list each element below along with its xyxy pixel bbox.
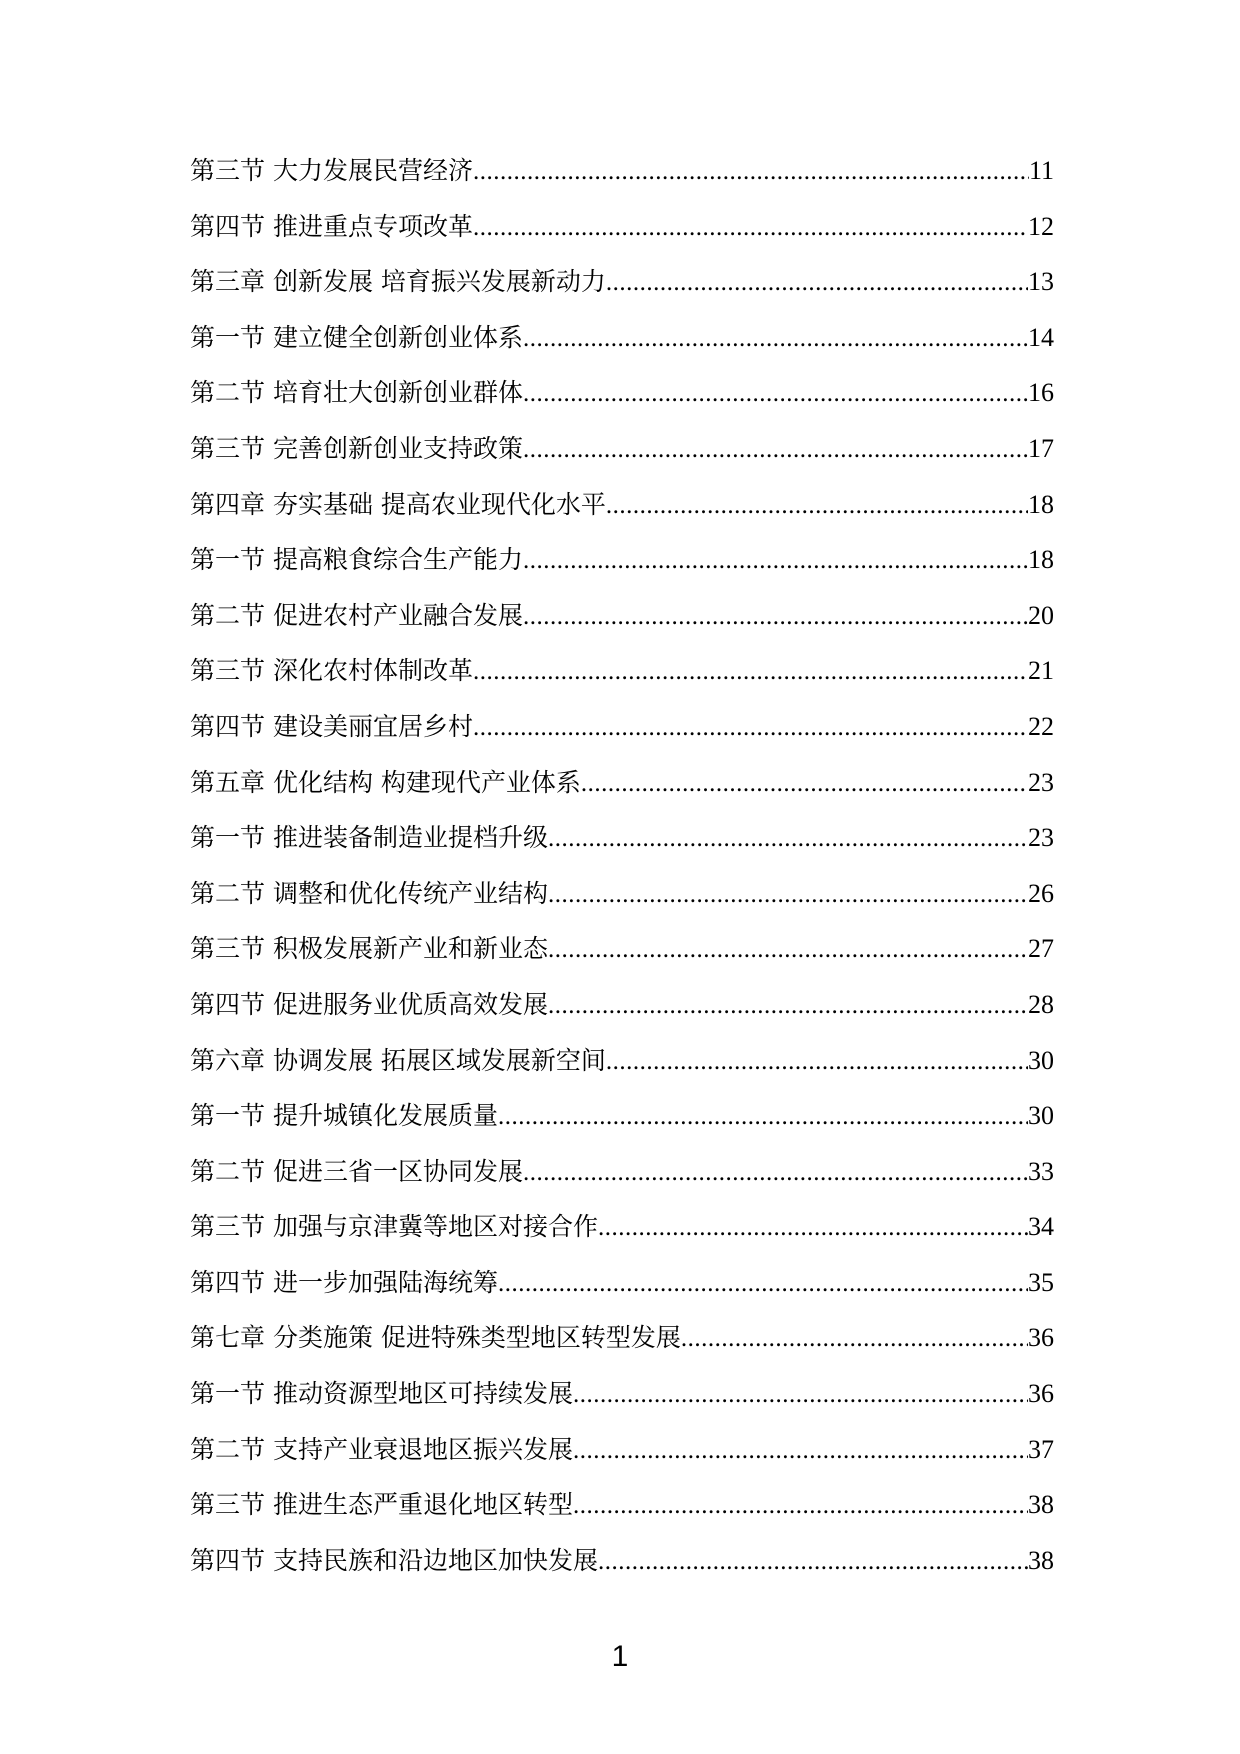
toc-entry[interactable] (190, 321, 1054, 377)
toc-dot-leader (548, 878, 1028, 912)
toc-entry-page: 22 (1028, 711, 1054, 741)
toc-entry-title: 第三节 深化农村体制改革 (190, 656, 473, 686)
toc-dot-leader (523, 544, 1028, 578)
toc-dot-leader (473, 655, 1028, 689)
toc-entry-title: 第四章 夯实基础 提高农业现代化水平 (190, 489, 606, 519)
toc-entry-page: 37 (1028, 1434, 1054, 1464)
toc-entry[interactable] (190, 932, 1054, 988)
page-number: 1 (611, 1640, 629, 1673)
toc-entry[interactable] (190, 1099, 1054, 1155)
toc-entry[interactable] (190, 988, 1054, 1044)
toc-entry[interactable] (190, 710, 1054, 766)
toc-entry[interactable] (190, 432, 1054, 488)
toc-dot-leader (606, 489, 1028, 523)
toc-dot-leader (548, 989, 1028, 1023)
toc-entry-page: 20 (1028, 600, 1054, 630)
toc-entry[interactable] (190, 154, 1054, 210)
toc-entry[interactable] (190, 376, 1054, 432)
toc-entry-page: 21 (1028, 656, 1054, 686)
table-of-contents (190, 154, 1054, 1599)
toc-dot-leader (573, 1489, 1028, 1523)
toc-entry-page: 17 (1028, 433, 1054, 463)
toc-dot-leader (523, 322, 1028, 356)
toc-entry-title: 第一节 提高粮食综合生产能力 (190, 545, 523, 575)
toc-entry-title: 第五章 优化结构 构建现代产业体系 (190, 767, 581, 797)
toc-dot-leader (581, 767, 1028, 801)
toc-entry-title: 第四节 进一步加强陆海统筹 (190, 1267, 498, 1297)
toc-entry-title: 第一节 推动资源型地区可持续发展 (190, 1379, 573, 1409)
toc-dot-leader (523, 433, 1028, 467)
toc-entry[interactable] (190, 599, 1054, 655)
toc-entry[interactable] (190, 488, 1054, 544)
toc-entry-title: 第四节 促进服务业优质高效发展 (190, 989, 548, 1019)
toc-entry[interactable] (190, 265, 1054, 321)
toc-entry-page: 30 (1028, 1101, 1054, 1131)
toc-entry-page: 38 (1028, 1545, 1054, 1575)
toc-dot-leader (473, 711, 1028, 745)
toc-entry-title: 第一节 建立健全创新创业体系 (190, 322, 523, 352)
toc-entry-title: 第三节 大力发展民营经济 (190, 156, 473, 185)
toc-entry-page: 14 (1028, 322, 1054, 352)
toc-entry-title: 第三节 推进生态严重退化地区转型 (190, 1490, 573, 1520)
toc-entry-title: 第三节 完善创新创业支持政策 (190, 433, 523, 463)
toc-dot-leader (606, 266, 1028, 300)
toc-entry-page: 26 (1028, 878, 1054, 908)
toc-entry-page: 23 (1028, 767, 1054, 797)
toc-entry-page: 34 (1028, 1212, 1054, 1242)
toc-dot-leader (598, 1545, 1028, 1579)
toc-dot-leader (573, 1378, 1028, 1412)
toc-dot-leader (681, 1322, 1028, 1356)
toc-entry[interactable] (190, 1433, 1054, 1489)
toc-entry-page: 36 (1028, 1323, 1054, 1353)
toc-entry-title: 第二节 调整和优化传统产业结构 (190, 878, 548, 908)
toc-dot-leader (473, 155, 1029, 189)
toc-dot-leader (523, 377, 1028, 411)
toc-entry-page: 13 (1028, 267, 1054, 297)
toc-entry-title: 第四节 支持民族和沿边地区加快发展 (190, 1545, 598, 1575)
toc-entry-title: 第一节 提升城镇化发展质量 (190, 1101, 498, 1131)
toc-entry[interactable] (190, 1544, 1054, 1600)
toc-entry-page: 16 (1028, 378, 1054, 408)
toc-entry-page: 23 (1028, 823, 1054, 853)
toc-entry-page: 11 (1028, 156, 1054, 185)
toc-entry-title: 第二节 培育壮大创新创业群体 (190, 378, 523, 408)
toc-entry-page: 30 (1028, 1045, 1054, 1075)
toc-entry-page: 36 (1028, 1379, 1054, 1409)
toc-entry-page: 18 (1028, 545, 1054, 575)
toc-dot-leader (523, 1156, 1028, 1190)
toc-entry-title: 第七章 分类施策 促进特殊类型地区转型发展 (190, 1323, 681, 1353)
toc-entry[interactable] (190, 1321, 1054, 1377)
toc-entry-page: 12 (1028, 211, 1054, 241)
toc-entry-page: 33 (1028, 1156, 1054, 1186)
toc-entry-title: 第二节 支持产业衰退地区振兴发展 (190, 1434, 573, 1464)
toc-entry[interactable] (190, 1488, 1054, 1544)
toc-entry-title: 第四节 建设美丽宜居乡村 (190, 711, 473, 741)
toc-entry-page: 35 (1028, 1267, 1054, 1297)
toc-entry-title: 第三章 创新发展 培育振兴发展新动力 (190, 267, 606, 297)
toc-dot-leader (498, 1267, 1028, 1301)
toc-dot-leader (573, 1434, 1028, 1468)
toc-entry-title: 第二节 促进农村产业融合发展 (190, 600, 523, 630)
toc-entry[interactable] (190, 543, 1054, 599)
toc-dot-leader (473, 211, 1028, 245)
toc-entry[interactable] (190, 1044, 1054, 1100)
toc-entry-page: 28 (1028, 989, 1054, 1019)
toc-entry[interactable] (190, 766, 1054, 822)
toc-entry-title: 第四节 推进重点专项改革 (190, 211, 473, 241)
toc-dot-leader (548, 822, 1028, 856)
toc-dot-leader (598, 1211, 1028, 1245)
toc-entry[interactable] (190, 1210, 1054, 1266)
toc-dot-leader (498, 1100, 1028, 1134)
toc-entry[interactable] (190, 821, 1054, 877)
toc-entry-title: 第二节 促进三省一区协同发展 (190, 1156, 523, 1186)
toc-entry[interactable] (190, 877, 1054, 933)
toc-dot-leader (606, 1045, 1028, 1079)
toc-entry-title: 第三节 积极发展新产业和新业态 (190, 934, 548, 964)
toc-entry[interactable] (190, 1155, 1054, 1211)
toc-entry-page: 38 (1028, 1490, 1054, 1520)
toc-dot-leader (523, 600, 1028, 634)
toc-entry[interactable] (190, 654, 1054, 710)
toc-entry-title: 第三节 加强与京津冀等地区对接合作 (190, 1212, 598, 1242)
toc-entry-page: 27 (1028, 934, 1054, 964)
toc-entry-title: 第一节 推进装备制造业提档升级 (190, 823, 548, 853)
toc-entry-page: 18 (1028, 489, 1054, 519)
toc-entry-title: 第六章 协调发展 拓展区域发展新空间 (190, 1045, 606, 1075)
toc-entry[interactable] (190, 1266, 1054, 1322)
toc-dot-leader (548, 933, 1028, 967)
toc-entry[interactable] (190, 1377, 1054, 1433)
toc-entry[interactable] (190, 210, 1054, 266)
